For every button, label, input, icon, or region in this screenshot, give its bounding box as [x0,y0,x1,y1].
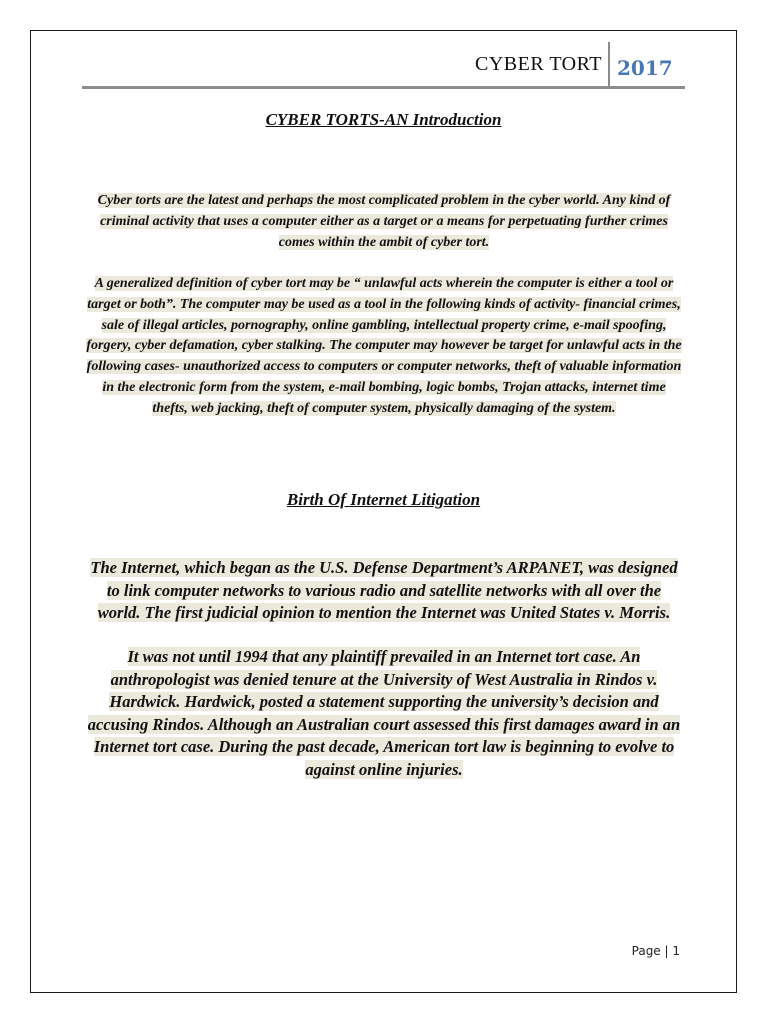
page-border [30,30,737,993]
header-title: CYBER TORT [475,53,602,75]
paragraph-intro-2-text: A generalized definition of cyber tort may be “ unlawful acts wherein the computer is either a tool or target or both”. The computer may be used as a tool in the following kinds of activity- financial crimes, sale of illegal articles, pornography, online gambling, intellectual property crime, e-mail spoofing, forgery, cyber defamation, cyber stalking. The computer may however be target for unlawful acts in the following cases- unauthorized access to computers or computer networks, theft of valuable information in the electronic form from the system, e-mail bombing, logic bombs, Trojan attacks, internet time thefts, web jacking, theft of computer system, physically damaging of the system. [86,276,682,416]
paragraph-intro-1-text: Cyber torts are the latest and perhaps the most complicated problem in the cyber world. Any kind of criminal activity that uses a computer either as a target or a means for perpetuating further crimes comes within the ambit of cyber tort. [97,193,671,250]
section-heading-litigation-text: Birth Of Internet Litigation [286,490,481,509]
paragraph-intro-1 [86,191,682,253]
section-heading-litigation [82,490,685,510]
paragraph-intro-2 [86,274,682,420]
header-rule [82,86,685,89]
paragraph-litigation-1-text: The Internet, which began as the U.S. Defense Department’s ARPANET, was designed to link computer networks to various radio and satellite networks with all over the world. The first judicial opinion to mention the Internet was United States v. Morris. [90,558,678,622]
paragraph-litigation-2 [86,646,682,781]
page-number: Page | 1 [631,944,680,958]
paragraph-litigation-1 [86,557,682,625]
paragraph-litigation-2-text: It was not until 1994 that any plaintiff prevailed in an Internet tort case. An anthropologist was denied tenure at the University of West Australia in Rindos v. Hardwick. Hardwick, posted a statement supporting the university’s decision and accusing Rindos. Although an Australian court assessed this first damages award in an Internet tort case. During the past decade, American tort law is beginning to evolve to against online injuries. [87,647,681,779]
header-year: 2017 [617,56,673,80]
section-heading-introduction-text: CYBER TORTS-AN Introduction [265,110,502,129]
header-divider [608,42,610,88]
section-heading-introduction [82,110,685,130]
